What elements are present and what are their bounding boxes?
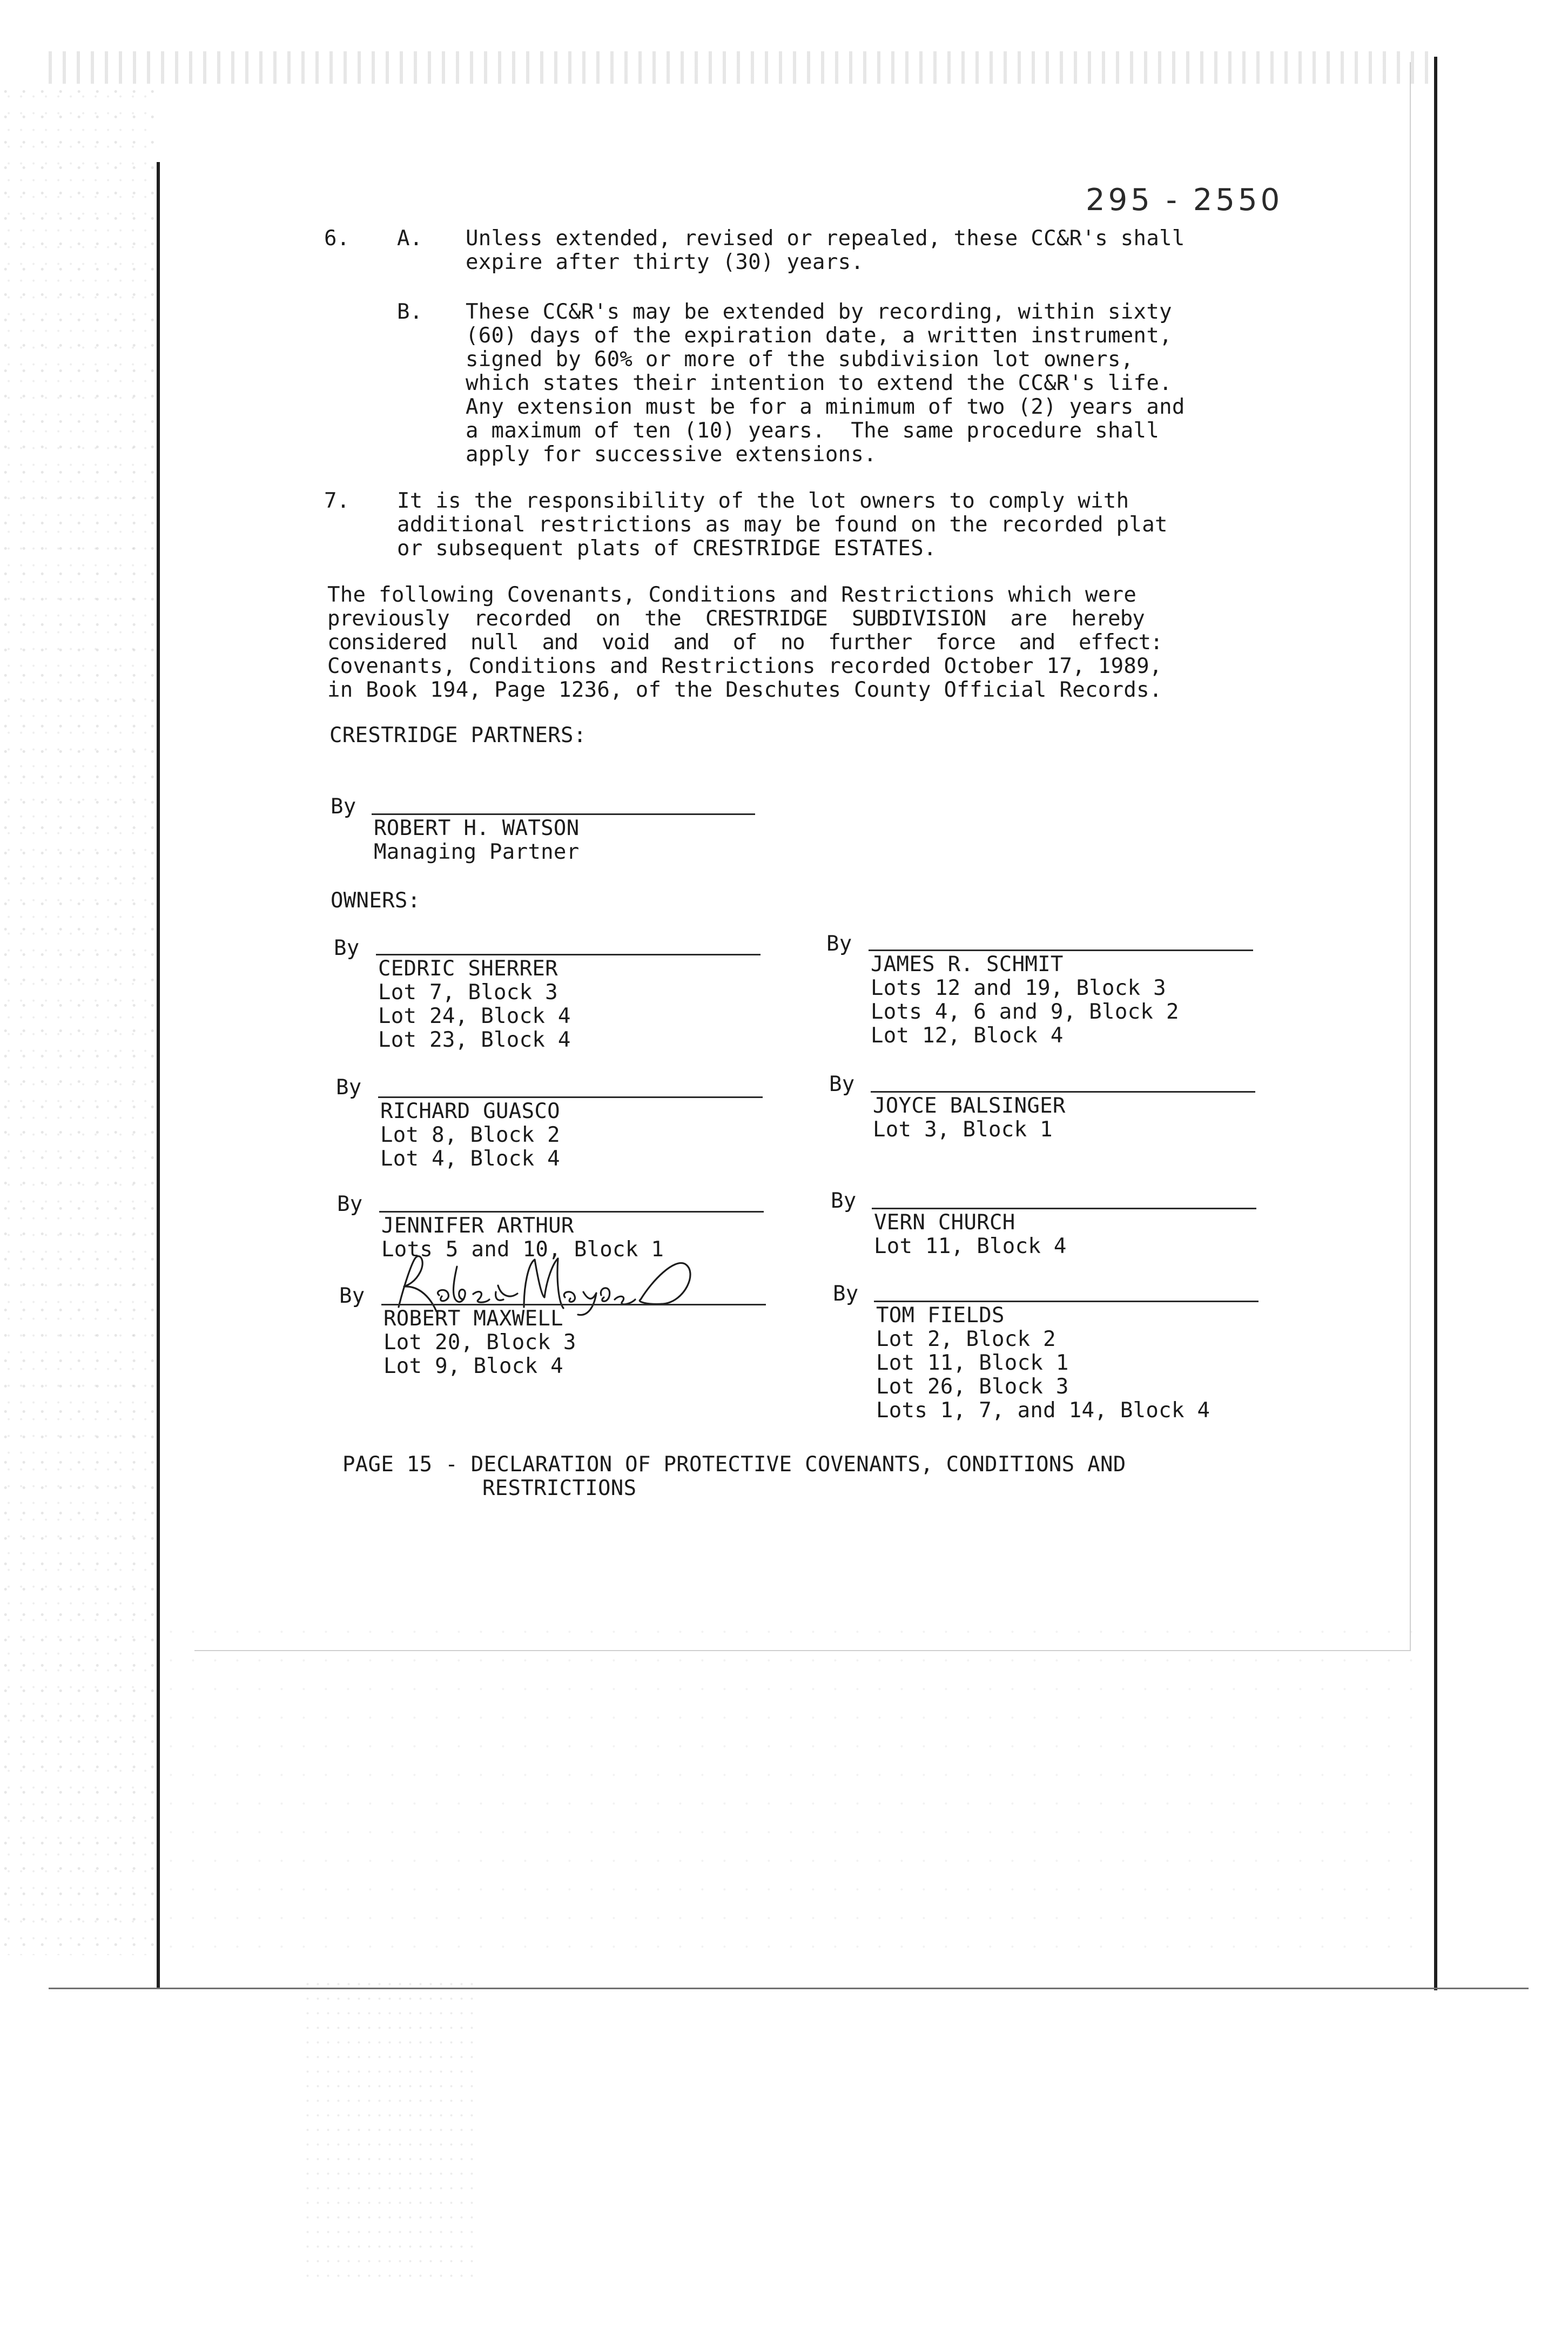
section-6a-line: expire after thirty (30) years. xyxy=(466,250,864,274)
section-7-line: additional restrictions as may be found on the recorded plat xyxy=(397,513,1168,537)
owner-lot: Lot 11, Block 4 xyxy=(874,1234,1067,1258)
scan-noise-tab xyxy=(302,1977,475,2279)
section-6a-label: A. xyxy=(397,226,423,251)
owner-name: TOM FIELDS xyxy=(876,1303,1005,1328)
owner-lot: Lot 3, Block 1 xyxy=(873,1117,1053,1142)
signature-line xyxy=(871,1091,1255,1093)
signature-by-label: By xyxy=(833,1282,859,1306)
bottom-edge-line xyxy=(49,1988,1529,1989)
signature-line xyxy=(869,950,1253,951)
scan-noise-left xyxy=(0,86,157,1955)
owner-lot: Lot 20, Block 3 xyxy=(383,1330,576,1355)
signature-by-label: By xyxy=(339,1284,365,1308)
section-6b-line: Any extension must be for a minimum of two (2) years and xyxy=(466,395,1185,419)
owners-heading: OWNERS: xyxy=(331,888,421,913)
owner-name: CEDRIC SHERRER xyxy=(378,957,558,981)
section-6b-line: a maximum of ten (10) years. The same procedure shall xyxy=(466,419,1160,443)
owner-lot: Lot 4, Block 4 xyxy=(380,1147,560,1171)
section-6b-line: signed by 60% or more of the subdivision lot owners, xyxy=(466,347,1134,372)
owner-name: ROBERT MAXWELL xyxy=(383,1307,563,1331)
left-edge-line xyxy=(157,162,160,1988)
page-number: 295 - 2550 xyxy=(1086,183,1283,218)
footer-line-1: PAGE 15 - DECLARATION OF PROTECTIVE COVENANTS, CONDITIONS AND xyxy=(342,1452,1126,1477)
partner-name: ROBERT H. WATSON xyxy=(374,816,580,840)
owner-lot: Lot 2, Block 2 xyxy=(876,1327,1056,1351)
owner-lot: Lot 26, Block 3 xyxy=(876,1375,1069,1399)
owner-name: JAMES R. SCHMIT xyxy=(871,952,1064,977)
signature-line xyxy=(379,1211,764,1213)
footer-line-2: RESTRICTIONS xyxy=(482,1476,637,1500)
section-6b-line: apply for successive extensions. xyxy=(466,442,877,467)
right-edge-line xyxy=(1434,57,1437,1990)
signature-by-label: By xyxy=(829,1072,855,1096)
section-6b-line: (60) days of the expiration date, a written instrument, xyxy=(466,324,1172,348)
signature-line xyxy=(376,954,761,955)
paragraph-line: Covenants, Conditions and Restrictions recorded October 17, 1989, xyxy=(327,654,1162,678)
owner-lot: Lot 9, Block 4 xyxy=(383,1354,563,1378)
section-6b-line: These CC&R's may be extended by recording, within sixty xyxy=(466,300,1172,324)
paragraph-line: The following Covenants, Conditions and Restrictions which were xyxy=(327,583,1137,607)
partner-title: Managing Partner xyxy=(374,840,580,864)
signature-by-label: By xyxy=(336,1075,362,1100)
owner-lot: Lots 5 and 10, Block 1 xyxy=(381,1237,664,1262)
owner-lot: Lot 23, Block 4 xyxy=(378,1028,571,1052)
owner-lot: Lot 24, Block 4 xyxy=(378,1004,571,1028)
paragraph-line: considered null and void and of no further force and effect: xyxy=(327,630,1162,655)
paragraph-line: in Book 194, Page 1236, of the Deschutes County Official Records. xyxy=(327,678,1162,702)
signature-by-label: By xyxy=(826,932,852,956)
section-6-number: 6. xyxy=(324,226,350,251)
owner-name: JENNIFER ARTHUR xyxy=(381,1214,574,1238)
signature-by-label: By xyxy=(831,1189,857,1213)
signature-by-label: By xyxy=(334,936,360,960)
owner-lot: Lots 1, 7, and 14, Block 4 xyxy=(876,1398,1210,1423)
owner-lot: Lot 7, Block 3 xyxy=(378,980,558,1005)
section-6b-line: which states their intention to extend the CC&R's life. xyxy=(466,371,1172,395)
section-6b-label: B. xyxy=(397,300,423,324)
owner-lot: Lot 12, Block 4 xyxy=(871,1024,1064,1048)
owner-name: RICHARD GUASCO xyxy=(380,1099,560,1123)
signature-line xyxy=(378,1096,763,1098)
owner-name: JOYCE BALSINGER xyxy=(873,1094,1066,1118)
signature-line xyxy=(874,1301,1259,1302)
section-7-number: 7. xyxy=(324,489,350,513)
owner-lot: Lots 4, 6 and 9, Block 2 xyxy=(871,1000,1179,1024)
signature-by-label: By xyxy=(337,1192,363,1216)
paragraph-line: previously recorded on the CRESTRIDGE SUBDIVISION are hereby xyxy=(327,607,1145,631)
signature-line xyxy=(372,813,755,815)
owner-lot: Lot 11, Block 1 xyxy=(876,1351,1069,1375)
section-6a-line: Unless extended, revised or repealed, these CC&R's shall xyxy=(466,226,1185,251)
owner-name: VERN CHURCH xyxy=(874,1210,1015,1235)
section-7-line: or subsequent plats of CRESTRIDGE ESTATES. xyxy=(397,536,937,561)
signature-line xyxy=(872,1208,1256,1209)
section-7-line: It is the responsibility of the lot owners to comply with xyxy=(397,489,1129,513)
partners-heading: CRESTRIDGE PARTNERS: xyxy=(329,723,587,748)
scan-noise-bottom xyxy=(162,1620,1431,1955)
signature-line xyxy=(381,1304,766,1305)
owner-lot: Lots 12 and 19, Block 3 xyxy=(871,976,1166,1000)
signature-by-label: By xyxy=(331,795,356,819)
owner-lot: Lot 8, Block 2 xyxy=(380,1123,560,1147)
